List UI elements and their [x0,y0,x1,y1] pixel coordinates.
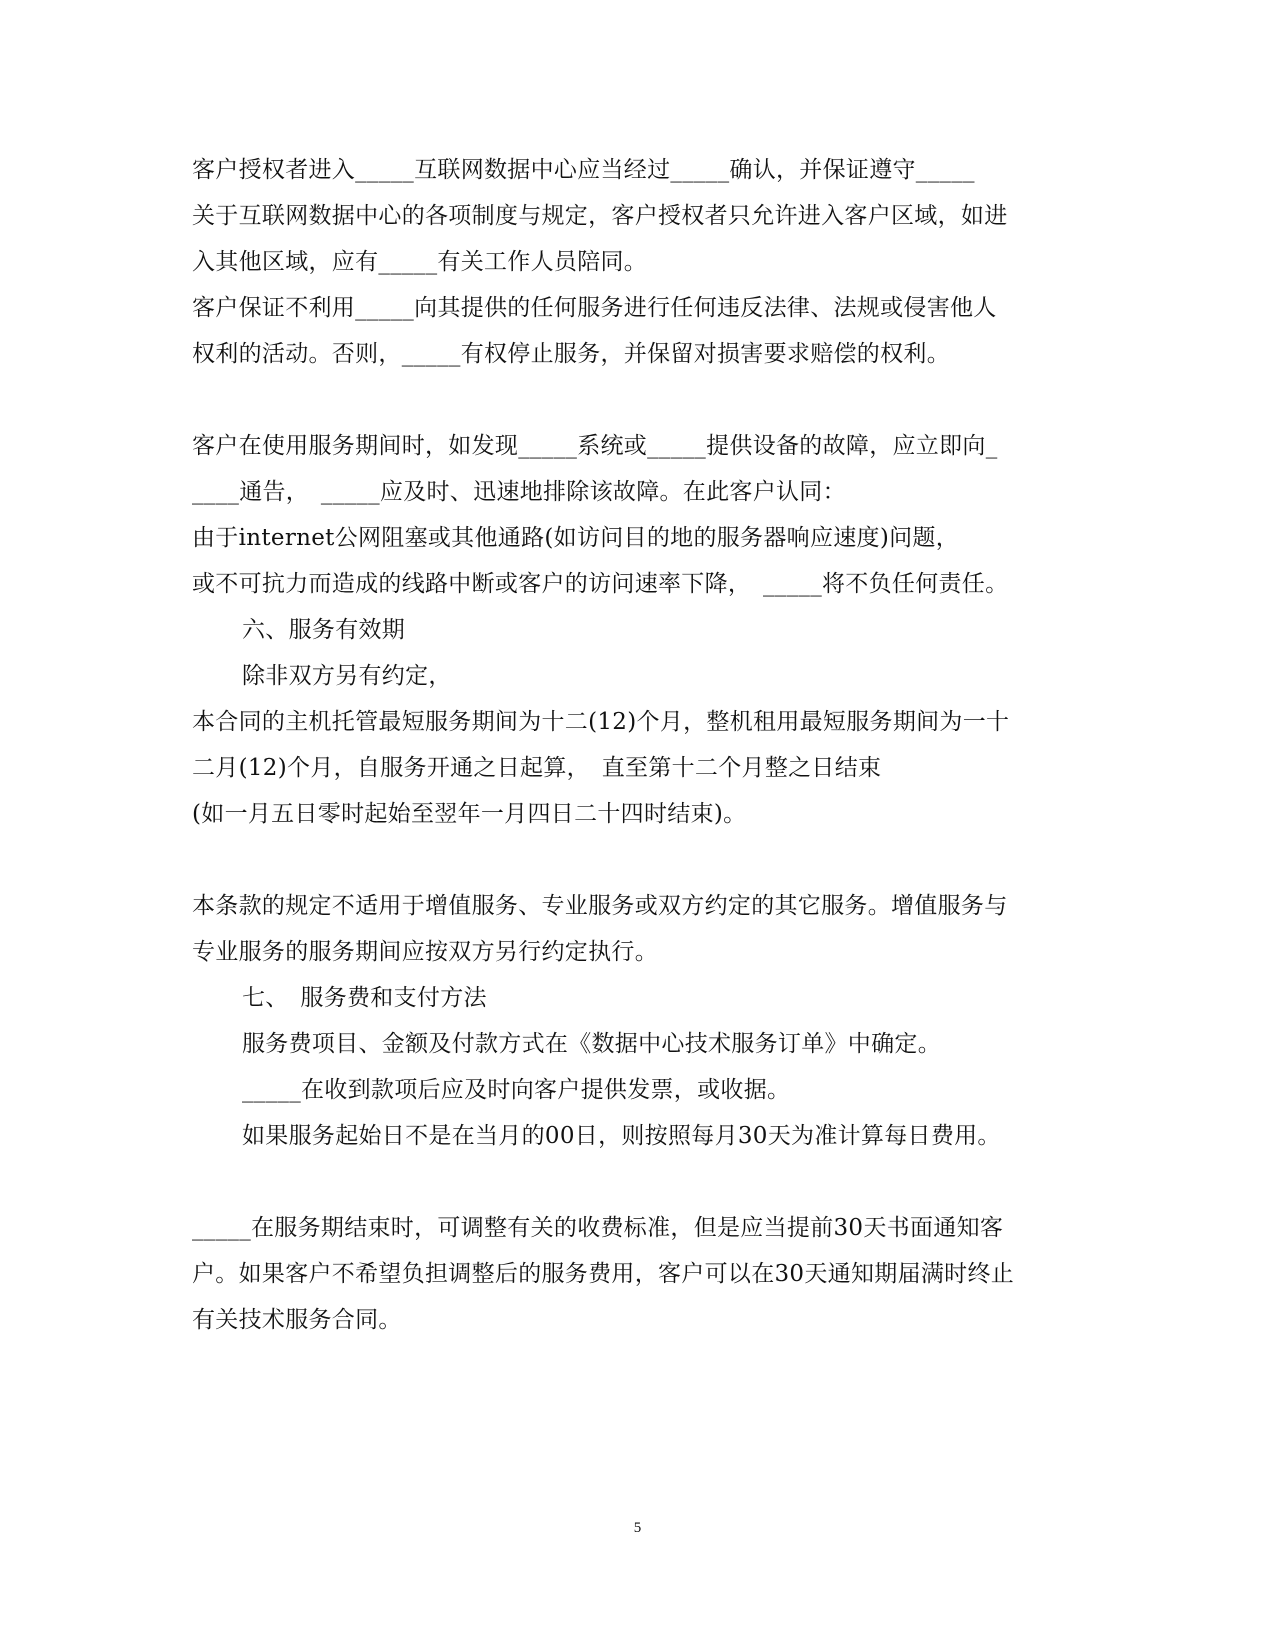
text-line: 权利的活动。否则，_____有权停止服务，并保留对损害要求赔偿的权利。 [192,341,950,367]
text-line: _____在收到款项后应及时向客户提供发票，或收据。 [242,1077,791,1103]
text-line: 客户在使用服务期间时，如发现_____系统或_____提供设备的故障，应立即向_ [192,433,998,459]
section-heading-seven: 七、 服务费和支付方法 [242,985,487,1011]
text-line: 有关技术服务合同。 [192,1307,402,1333]
text-line: 入其他区域，应有_____有关工作人员陪同。 [192,249,648,275]
text-line: 除非双方另有约定， [242,663,452,689]
text-line: ____通告， _____应及时、迅速地排除该故障。在此客户认同： [192,479,846,505]
text-line: 专业服务的服务期间应按双方另行约定执行。 [192,939,658,965]
text-line: 或不可抗力而造成的线路中断或客户的访问速率下降， _____将不负任何责任。 [192,571,1009,597]
text-line: 服务费项目、金额及付款方式在《数据中心技术服务订单》中确定。 [242,1031,941,1057]
text-line: 关于互联网数据中心的各项制度与规定，客户授权者只允许进入客户区域，如进 [192,203,1008,229]
text-line: 本条款的规定不适用于增值服务、专业服务或双方约定的其它服务。增值服务与 [192,893,1008,919]
page-number: 5 [633,1520,642,1536]
text-line: 客户授权者进入_____互联网数据中心应当经过_____确认，并保证遵守_____ [192,157,975,183]
text-line: 本合同的主机托管最短服务期间为十二(12)个月，整机租用最短服务期间为一十 [192,709,1010,735]
section-heading-six: 六、服务有效期 [242,617,406,643]
text-line: 二月(12)个月，自服务开通之日起算， 直至第十二个月整之日结束 [192,755,882,781]
text-line: (如一月五日零时起始至翌年一月四日二十四时结束)。 [192,801,747,827]
text-line: _____在服务期结束时，可调整有关的收费标准，但是应当提前30天书面通知客 [192,1215,1004,1241]
text-line: 如果服务起始日不是在当月的00日，则按照每月30天为准计算每日费用。 [242,1123,1001,1149]
text-line: 户。如果客户不希望负担调整后的服务费用，客户可以在30天通知期届满时终止 [192,1261,1015,1287]
text-line: 由于internet公网阻塞或其他通路(如访问目的地的服务器响应速度)问题， [192,525,960,551]
text-line: 客户保证不利用_____向其提供的任何服务进行任何违反法律、法规或侵害他人 [192,295,997,321]
